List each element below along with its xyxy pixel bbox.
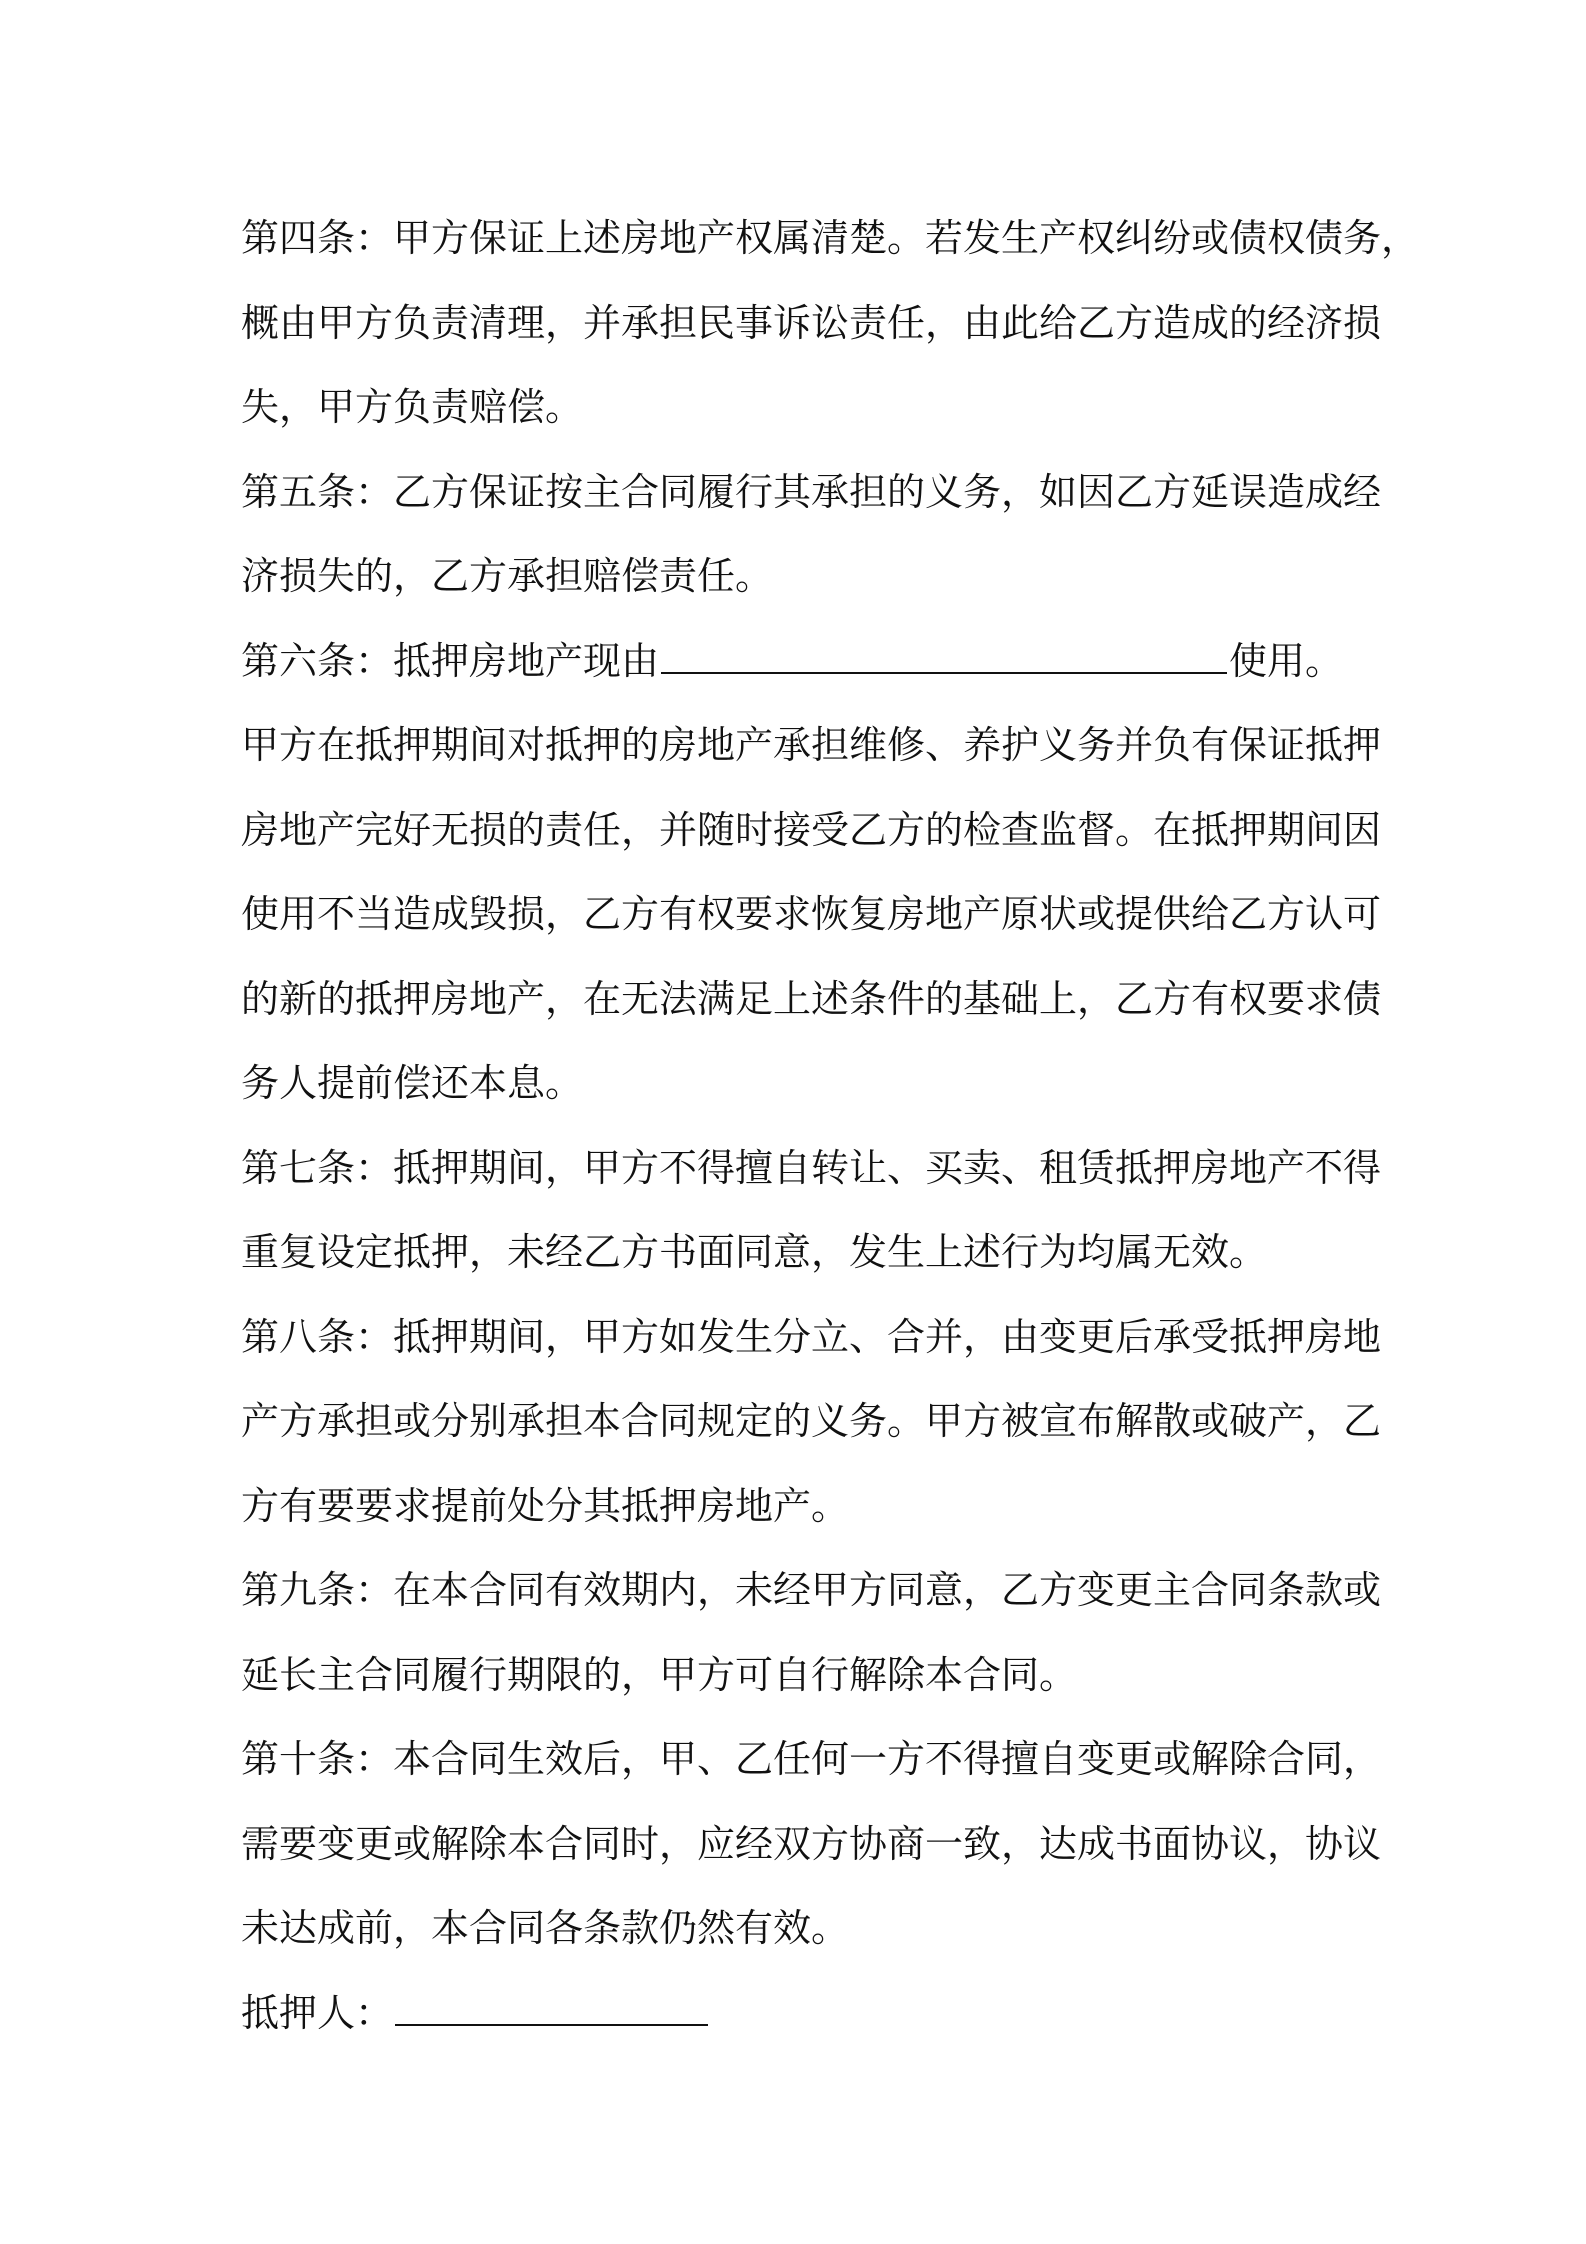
- article-10-line-1: 第十条：本合同生效后，甲、乙任何一方不得擅自变更或解除合同，: [241, 1737, 1382, 1781]
- article-10-line-2: 需要变更或解除本合同时，应经双方协商一致，达成书面协议，协议: [241, 1821, 1382, 1866]
- article-6-line-1: [241, 619, 1361, 704]
- article-5-line-1: 第五条：乙方保证按主合同履行其承担的义务，如因乙方延误造成经: [241, 469, 1382, 514]
- article-10-line-3: 未达成前，本合同各条款仍然有效。: [241, 1906, 850, 1950]
- user-blank-field: [661, 636, 1227, 674]
- article-8-line-1: 第八条：抵押期间，甲方如发生分立、合并，由变更后承受抵押房地: [241, 1314, 1382, 1359]
- article-6-line-2: 甲方在抵押期间对抵押的房地产承担维修、养护义务并负有保证抵押: [241, 723, 1382, 767]
- article-6-line-5: 的新的抵押房地产，在无法满足上述条件的基础上，乙方有权要求债: [241, 976, 1382, 1021]
- article-7-line-1: 第七条：抵押期间，甲方不得擅自转让、买卖、租赁抵押房地产不得: [241, 1145, 1382, 1190]
- signature-line: [241, 1971, 1361, 2056]
- article-5-line-2: 济损失的，乙方承担赔偿责任。: [241, 554, 774, 598]
- article-6-line-3: 房地产完好无损的责任，并随时接受乙方的检查监督。在抵押期间因: [241, 807, 1382, 852]
- article-6-prefix: 第六条：抵押房地产现由: [241, 638, 660, 683]
- article-7-line-2: 重复设定抵押，未经乙方书面同意，发生上述行为均属无效。: [241, 1230, 1268, 1274]
- mortgagor-label: 抵押人：: [241, 1990, 394, 2035]
- article-8-line-2: 产方承担或分别承担本合同规定的义务。甲方被宣布解散或破产，乙: [241, 1399, 1382, 1443]
- article-9-line-1: 第九条：在本合同有效期内，未经甲方同意，乙方变更主合同条款或: [241, 1568, 1382, 1612]
- article-6-line-6: 务人提前偿还本息。: [241, 1061, 584, 1105]
- article-4-line-3: 失，甲方负责赔偿。: [241, 385, 584, 429]
- article-6-line-4: 使用不当造成毁损，乙方有权要求恢复房地产原状或提供给乙方认可: [241, 892, 1382, 936]
- contract-body: [241, 196, 1420, 2055]
- article-8-line-3: 方有要要求提前处分其抵押房地产。: [241, 1483, 850, 1528]
- article-4-line-2: 概由甲方负责清理，并承担民事诉讼责任，由此给乙方造成的经济损: [241, 300, 1382, 345]
- mortgagor-blank-field: [395, 1988, 708, 2026]
- article-9-line-2: 延长主合同履行期限的，甲方可自行解除本合同。: [241, 1652, 1078, 1697]
- article-4-line-1: 第四条：甲方保证上述房地产权属清楚。若发生产权纠纷或债权债务，: [241, 216, 1420, 260]
- article-6-suffix: 使用。: [1229, 638, 1344, 683]
